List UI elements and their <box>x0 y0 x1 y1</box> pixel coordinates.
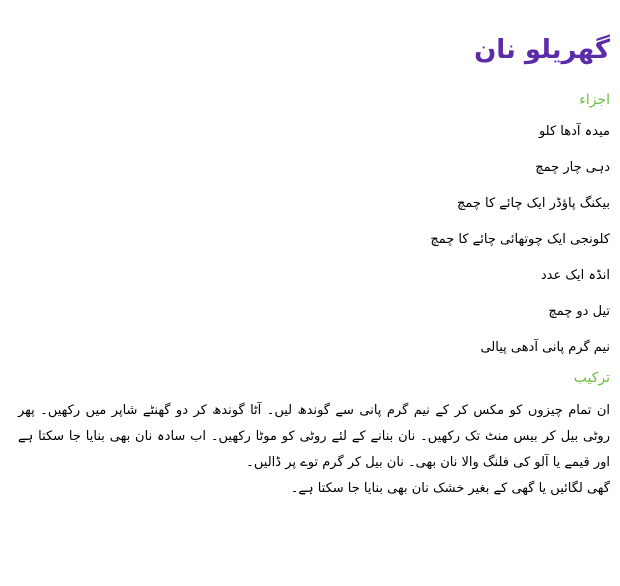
ingredients-list <box>18 122 610 358</box>
ingredient-item: انڈہ ایک عدد <box>540 268 610 283</box>
ingredient-item: میدہ آدھا کلو <box>538 124 610 139</box>
method-paragraph: ان تمام چیزوں کو مکس کر کے نیم گرم پانی سے گوندھ لیں۔ آٹا گوندھ کر دو گھنٹے شاپر میں رکھیں۔ پھر روٹی بیل کر بیس منٹ تک رکھیں۔ نان بنانے کے لئے روٹی کو موٹا رکھیں۔ اب سادہ نان بھی بنایا جا سکتا ہے اور قیمے یا آلو کی فلنگ والا نان بھی۔ نان بیل کر گرم توے پر ڈالیں۔ <box>18 403 610 470</box>
ingredient-item: دہی چار چمچ <box>535 160 610 175</box>
ingredient-item: بیکنگ پاؤڈر ایک چائے کا چمچ <box>456 196 610 211</box>
method-heading: ترکیب <box>573 370 610 386</box>
ingredient-item: نیم گرم پانی آدھی پیالی <box>480 340 610 355</box>
recipe-title: گھریلو نان <box>474 35 610 65</box>
method-body <box>18 398 610 502</box>
method-note: گھی لگائیں یا گھی کے بغیر خشک نان بھی بنایا جا سکتا ہے۔ <box>290 481 610 496</box>
ingredient-item: تیل دو چمچ <box>548 304 610 319</box>
ingredients-heading: اجزاء <box>579 92 610 108</box>
ingredient-item: کلونجی ایک چوتھائی چائے کا چمچ <box>430 232 610 247</box>
